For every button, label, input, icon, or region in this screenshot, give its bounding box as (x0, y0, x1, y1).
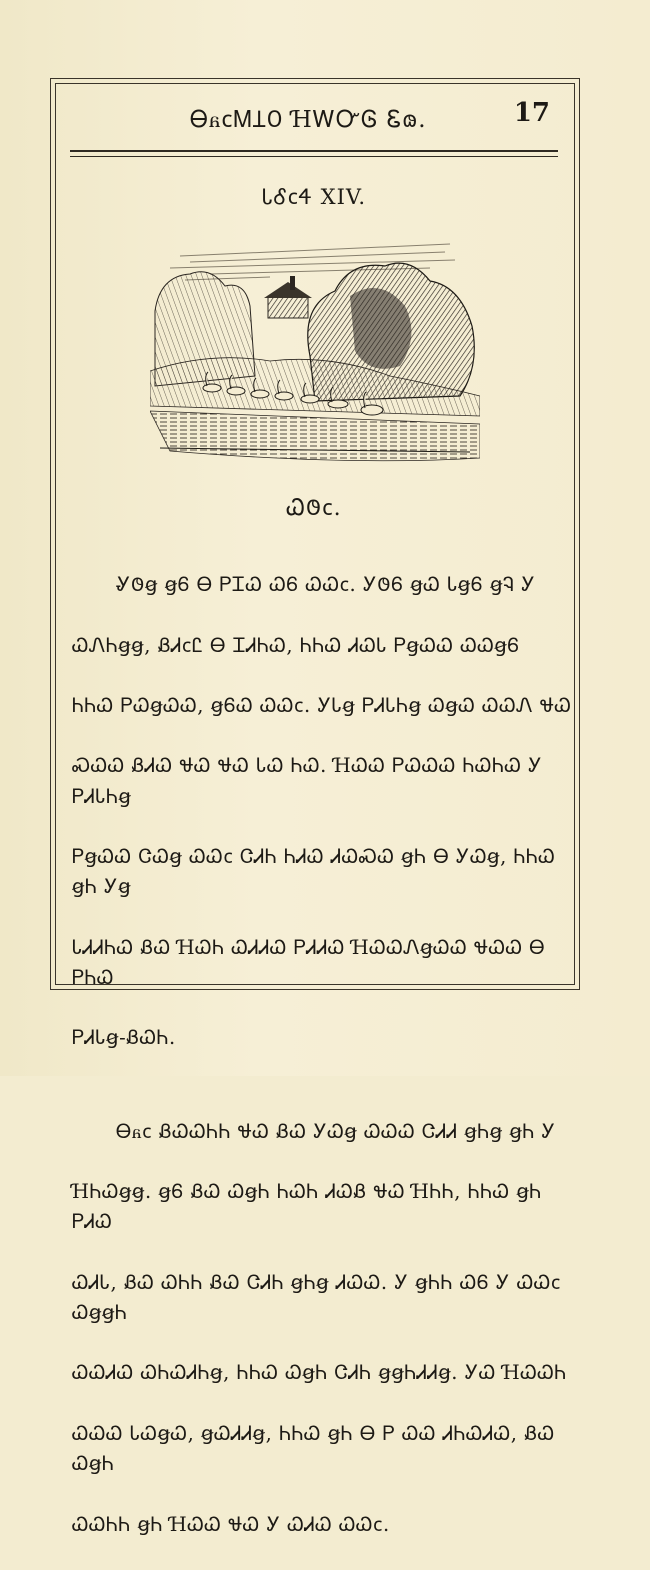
text-line: ꞪᏂᏇꞡꞡ. ꞡᏮ ᏰᏇ ᏇꞡᏂ ᏂᏇᏂ ᏗᏇᏰ ᏠᏇ ꞪᏂᏂ, ᏂᏂᏇ ꞡᏂ ᏢᏗᏇ (72, 1180, 542, 1234)
header-rule-thick (70, 150, 558, 152)
text-line: ᏢꞡᏇᏇ ᏣᏇꞡ ᏇᏇ𐐽 ᏣᏗᏂ ᏂᏗᏇ ᏗᏇᏍᏇ ꞡᏂ Ꮎ ᎩᏇꞡ, ᏂᏂᏇ ꞡᏂ Ꭹꞡ (72, 845, 556, 899)
text-line: Ꮎᏺ𐐽 ᏰᏇᏇᏂᏂ ᏠᏇ ᏰᏇ ᎩᏇꞡ ᏇᏇᏇ ᏣᏗᏗ ꞡᏂꞡ ꞡᏂ Ꭹ (116, 1119, 556, 1143)
body-text (72, 540, 572, 1570)
text-line: ᏢᏗᏓꞡ-ᏰᏇᏂ. (72, 1026, 176, 1050)
swans-engraving-illustration (150, 236, 480, 472)
text-line: ᏇᏇᏗᏇ ᏇᏂᏇᏗᏂꞡ, ᏂᏂᏇ ᏇꞡᏂ ᏣᏗᏂ ꞡꞡᏂᏗᏗꞡ. ᎩᏇ ꞪᏇᏇᏂ (72, 1361, 567, 1385)
text-line: ᏇᏇᏇ ᏓᏇꞡᏇ, ꞡᏇᏗᏗꞡ, ᏂᏂᏇ ꞡᏂ Ꮎ Ꮲ ᏇᏇ ᏗᏂᏇᏗᏇ, ᏰᏇ ᏇꞡᏂ (72, 1421, 555, 1476)
lesson-heading: ᏓᎴ𐐽Ꮞ XIV. (261, 185, 367, 209)
paragraph-1 (72, 540, 572, 1084)
page-number: 17 (513, 98, 550, 128)
text-line: ᏓᏗᏗᏂᏇ ᏰᏇ ꞪᏇᏂ ᏇᏗᏗᏇ ᏢᏗᏗᏇ ꞪᏇᏇᏁꞡᏇᏇ ᏠᏇᏇ Ꮎ ᏢᏂᏇ (72, 935, 546, 989)
paragraph-2 (72, 1087, 572, 1570)
text-line: ᏇᏇᏂᏂ ꞡᏂ ꞪᏇᏇ ᏠᏇ Ꭹ ᏇᏗᏇ ᏇᏇ𐐽. (72, 1512, 390, 1536)
running-head-title: Ꮎᏺ𐐽ᎷꞱ𐐄 ꞪᎳᏅᎶ Ꮛ𐑀. (190, 107, 427, 133)
text-line: Ꮍ𐐃ꞡ ꞡᏮ Ꮎ ᏢᏆᏇ ᏇᏮ ᏇᏇ𐐽. Ꭹ𐐃Ꮾ ꞡᏇ ᏓꞡᏮ ꞡᎸ Ꭹ (116, 573, 536, 597)
text-line: ᏇᏁᏂꞡꞡ, ᏰᏗ𐐽Ꮭ Ꮎ ᏆᏗᏂᏇ, ᏂᏂᏇ ᏗᏇᏓ ᏢꞡᏇᏇ ᏇᏇꞡᏮ (72, 633, 520, 657)
text-line: ᏇᏗᏓ, ᏰᏇ ᏇᏂᏂ ᏰᏇ ᏣᏗᏂ ꞡᏂꞡ ᏗᏇᏇ. Ꭹ ꞡᏂᏂ ᏇᏮ Ꭹ ᏇᏇ𐐽 ᏇꞡꞡᏂ (72, 1270, 561, 1325)
section-title: Ꮗ𐐃𐐽. (286, 496, 342, 521)
text-line: ᏂᏂᏇ ᏢᏇꞡᏇᏇ, ꞡᏮᏇ ᏇᏇ𐐽. ᎩᏓꞡ ᏢᏗᏓᏂꞡ ᏇꞡᏇ ᏇᏇᏁ ᏠᏇ (72, 694, 572, 718)
header-rule-thin (70, 156, 558, 157)
text-line: ᏍᏇᏇ ᏰᏗᏇ ᏠᏇ ᏠᏇ ᏓᏇ ᏂᏇ. ꞪᏇᏇ ᏢᏇᏇᏇ ᏂᏇᏂᏇ Ꭹ ᏢᏗᏓᏂꞡ (72, 754, 543, 808)
running-head (70, 98, 560, 134)
